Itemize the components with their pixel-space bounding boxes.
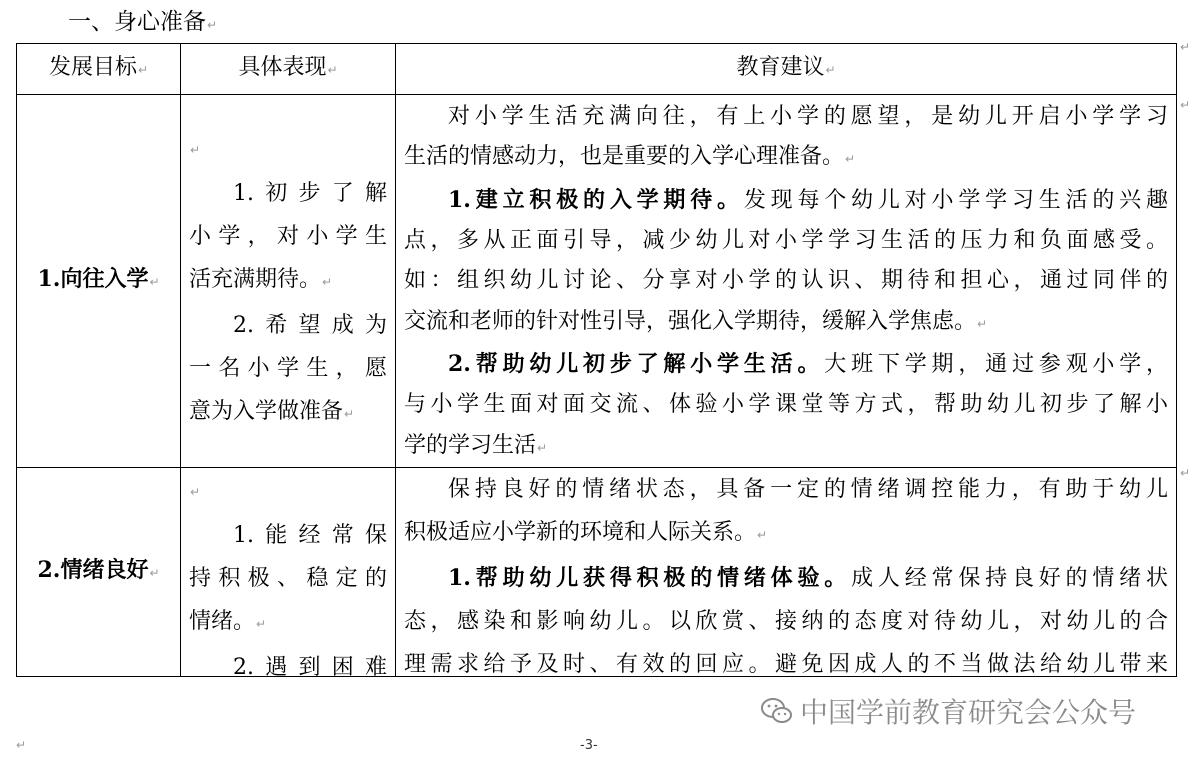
advice-bold-heading: 1.帮助幼儿获得积极的情绪体验。 [448, 565, 852, 591]
advice-line [404, 600, 1168, 643]
advice-bold-heading: 2.帮助幼儿初步了解小学生活。 [448, 351, 825, 377]
watermark [760, 691, 1136, 731]
paragraph-mark-icon: ↵ [537, 440, 548, 455]
paragraph-mark-icon: ↵ [190, 143, 201, 157]
header-performance: 具体表现↵ [181, 44, 396, 95]
advice-text: 点，多从正面引导，减少幼儿对小学学习生活的压力和负面感受。 [404, 228, 1168, 253]
paragraph-mark-icon: ↵ [845, 152, 856, 167]
table-header-row [17, 44, 1177, 95]
performance-line [189, 646, 387, 676]
performance-line [189, 215, 387, 258]
advice-text: 大班下学期，通过参观小学， [824, 352, 1168, 377]
paragraph-mark-icon: ↵ [1180, 98, 1191, 112]
performance-text: 情绪。 [189, 609, 256, 634]
paragraph-mark-icon: ↵ [322, 275, 333, 289]
header-advice: 教育建议↵ [396, 44, 1177, 95]
table-row [17, 468, 1177, 677]
advice-line [404, 135, 1168, 178]
advice-cell [396, 468, 1177, 677]
paragraph-mark-icon: ↵ [190, 485, 201, 499]
advice-text: 对小学生活充满向往，有上小学的愿望，是幼儿开启小学学习 [448, 104, 1168, 129]
paragraph-mark-icon: ↵ [256, 617, 267, 631]
advice-bold-heading: 1.建立积极的入学期待。 [448, 186, 744, 213]
performance-line [189, 172, 387, 215]
advice-text: 发现每个幼儿对小学学习生活的兴趣 [743, 187, 1168, 213]
advice-text: 保持良好的情绪状态，具备一定的情绪调控能力，有助于幼儿 [448, 477, 1168, 502]
advice-line [404, 557, 1168, 600]
advice-line [404, 643, 1168, 676]
paragraph-mark-icon: ↵ [1180, 466, 1191, 480]
advice-line [404, 259, 1168, 299]
performance-text: 持积极、稳定的 [189, 566, 387, 591]
advice-text: 如：组织幼儿讨论、分享对小学的认识、期待和担心，通过同伴的 [404, 268, 1168, 294]
wechat-icon [760, 696, 794, 726]
advice-line [404, 95, 1168, 135]
advice-text: 学的学习生活 [404, 432, 537, 458]
advice-text: 态，感染和影响幼儿。以欣赏、接纳的态度对待幼儿，对幼儿的合 [404, 609, 1168, 634]
advice-line [404, 468, 1168, 511]
paragraph-mark-icon: ↵ [344, 407, 355, 421]
performance-cell [181, 468, 396, 677]
performance-text: 活充满期待。 [189, 267, 322, 292]
advice-line [404, 343, 1168, 383]
performance-line [189, 304, 387, 347]
paragraph-mark-icon: ↵ [1180, 40, 1191, 54]
advice-line [404, 219, 1168, 259]
watermark-text: 中国学前教育研究会公众号 [800, 696, 1137, 729]
paragraph-mark-icon: ↵ [977, 316, 988, 331]
performance-line [189, 347, 387, 390]
performance-text: 1.能经常保 [233, 523, 387, 548]
advice-cell [396, 95, 1177, 468]
readiness-table [16, 43, 1177, 677]
performance-line [189, 557, 387, 600]
advice-text: 积极适应小学新的环境和人际关系。 [404, 520, 757, 545]
page-number: -3- [580, 738, 598, 753]
advice-text: 成人经常保持良好的情绪状 [851, 566, 1168, 591]
performance-line [189, 258, 387, 304]
goal-cell: 2.情绪良好↵ [17, 468, 181, 677]
performance-text: 1.初步了解 [233, 181, 387, 206]
advice-text: 生活的情感动力，也是重要的入学心理准备。 [404, 144, 845, 170]
performance-line [189, 514, 387, 557]
performance-line [189, 126, 387, 172]
advice-text: 与小学生面对面交流、体验小学课堂等方式，帮助幼儿初步了解小 [404, 392, 1168, 418]
advice-line [404, 511, 1168, 557]
table-row [17, 95, 1177, 468]
performance-text: 一名小学生，愿 [189, 356, 387, 381]
advice-line [404, 424, 1168, 467]
performance-line [189, 390, 387, 436]
paragraph-mark-icon: ↵ [207, 18, 218, 32]
header-goal: 发展目标↵ [17, 44, 181, 95]
advice-line [404, 300, 1168, 343]
performance-line [189, 468, 387, 514]
performance-text: 2.希望成为 [233, 313, 387, 338]
paragraph-mark-icon: ↵ [757, 528, 768, 542]
goal-cell: 1.向往入学↵ [17, 95, 181, 468]
advice-text: 交流和老师的针对性引导，强化入学期待，缓解入学焦虑。 [404, 308, 977, 334]
advice-text: 理需求给予及时、有效的回应。避免因成人的不当做法给幼儿带来 [404, 652, 1168, 676]
paragraph-mark-icon: ↵ [16, 738, 27, 752]
advice-line [404, 179, 1168, 219]
advice-line [404, 383, 1168, 423]
performance-line [189, 600, 387, 646]
section-heading-text: 一、身心准备 [68, 9, 206, 35]
performance-cell [181, 95, 396, 468]
section-heading [68, 4, 217, 40]
performance-text: 小学，对小学生 [189, 224, 387, 249]
performance-text: 意为入学做准备 [189, 399, 344, 424]
performance-text: 2.遇到困难 [233, 655, 387, 676]
